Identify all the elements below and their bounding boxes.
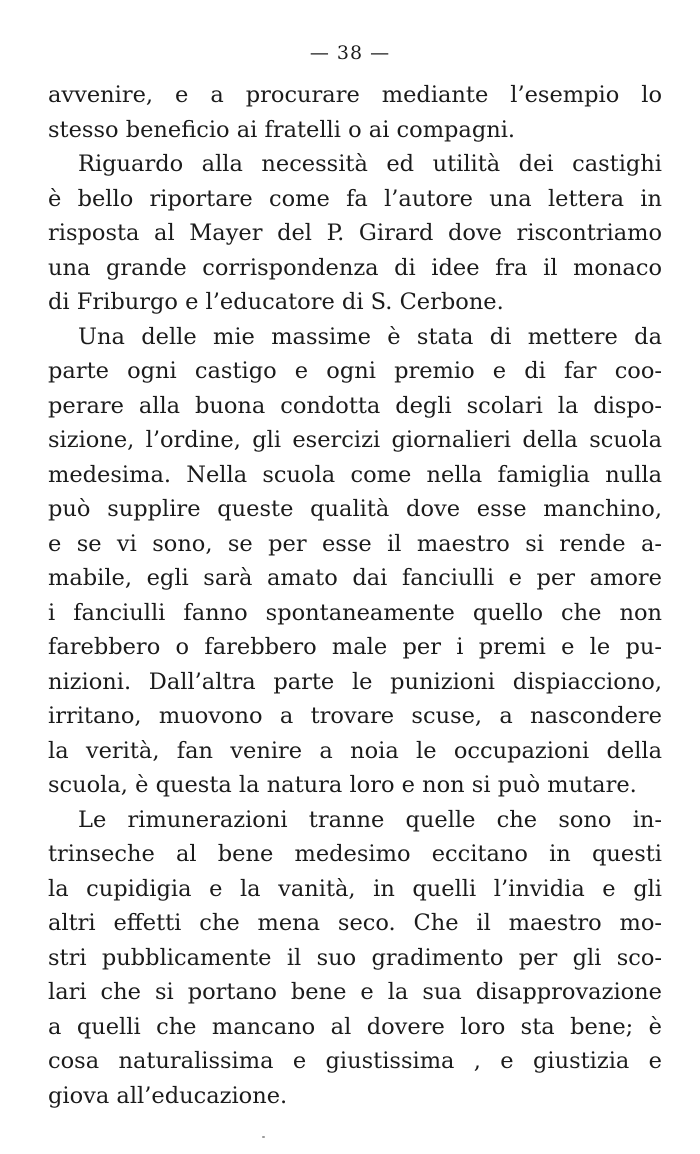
body-text	[48, 78, 662, 1113]
text-line: a quelli che mancano al dovere loro sta bene; è	[48, 1013, 662, 1040]
paragraph-start-line: Una delle mie massime è stata di mettere da	[78, 323, 662, 350]
text-line: avvenire, e a procurare mediante l’esempio lo	[48, 82, 662, 108]
text-line: risposta al Mayer del P. Girard dove riscontriamo	[48, 220, 662, 246]
text-line: stri pubblicamente il suo gradimento per gli sco-	[48, 944, 662, 971]
page-number: — 38 —	[309, 42, 391, 64]
text-line: i fanciulli fanno spontaneamente quello che non	[48, 599, 662, 626]
text-line: lari che si portano bene e la sua disapprovazione	[48, 979, 662, 1005]
text-line: stesso beneficio ai fratelli o ai compagni.	[48, 116, 516, 143]
paragraph-start-line: Le rimunerazioni tranne quelle che sono in-	[78, 806, 662, 833]
paragraph-start-line: Riguardo alla necessità ed utilità dei castighi	[78, 151, 662, 177]
text-line: la verità, fan venire a noia le occupazioni della	[48, 737, 662, 764]
text-line: e se vi sono, se per esse il maestro si rende a-	[48, 530, 662, 557]
text-line: scuola, è questa la natura loro e non si può mutare.	[48, 772, 637, 798]
text-line: di Friburgo e l’educatore di S. Cerbone.	[48, 289, 504, 315]
text-line: medesima. Nella scuola come nella famiglia nulla	[48, 461, 662, 488]
text-line: trinseche al bene medesimo eccitano in questi	[48, 841, 662, 867]
text-line: mabile, egli sarà amato dai fanciulli e per amore	[48, 565, 662, 591]
paper-speck	[262, 1136, 265, 1138]
text-line: è bello riportare come fa l’autore una lettera in	[48, 185, 662, 212]
text-line: giova all’educazione.	[48, 1082, 288, 1109]
text-line: parte ogni castigo e ogni premio e di far coo-	[48, 358, 662, 384]
text-line: perare alla buona condotta degli scolari la dispo-	[48, 392, 662, 419]
text-line: la cupidigia e la vanità, in quelli l’invidia e gli	[48, 875, 662, 902]
text-line: può supplire queste qualità dove esse manchino,	[48, 496, 662, 522]
text-line: sizione, l’ordine, gli esercizi giornalieri della scuola	[48, 427, 662, 453]
text-line: farebbero o farebbero male per i premi e le pu-	[48, 634, 662, 660]
text-line: altri effetti che mena seco. Che il maestro mo-	[48, 910, 662, 936]
text-line: una grande corrispondenza di idee fra il monaco	[48, 254, 662, 281]
text-line: cosa naturalissima e giustissima , e giustizia e	[48, 1048, 662, 1074]
text-line: nizioni. Dall’altra parte le punizioni dispiacciono,	[48, 668, 662, 695]
text-line: irritano, muovono a trovare scuse, a nascondere	[48, 703, 662, 729]
